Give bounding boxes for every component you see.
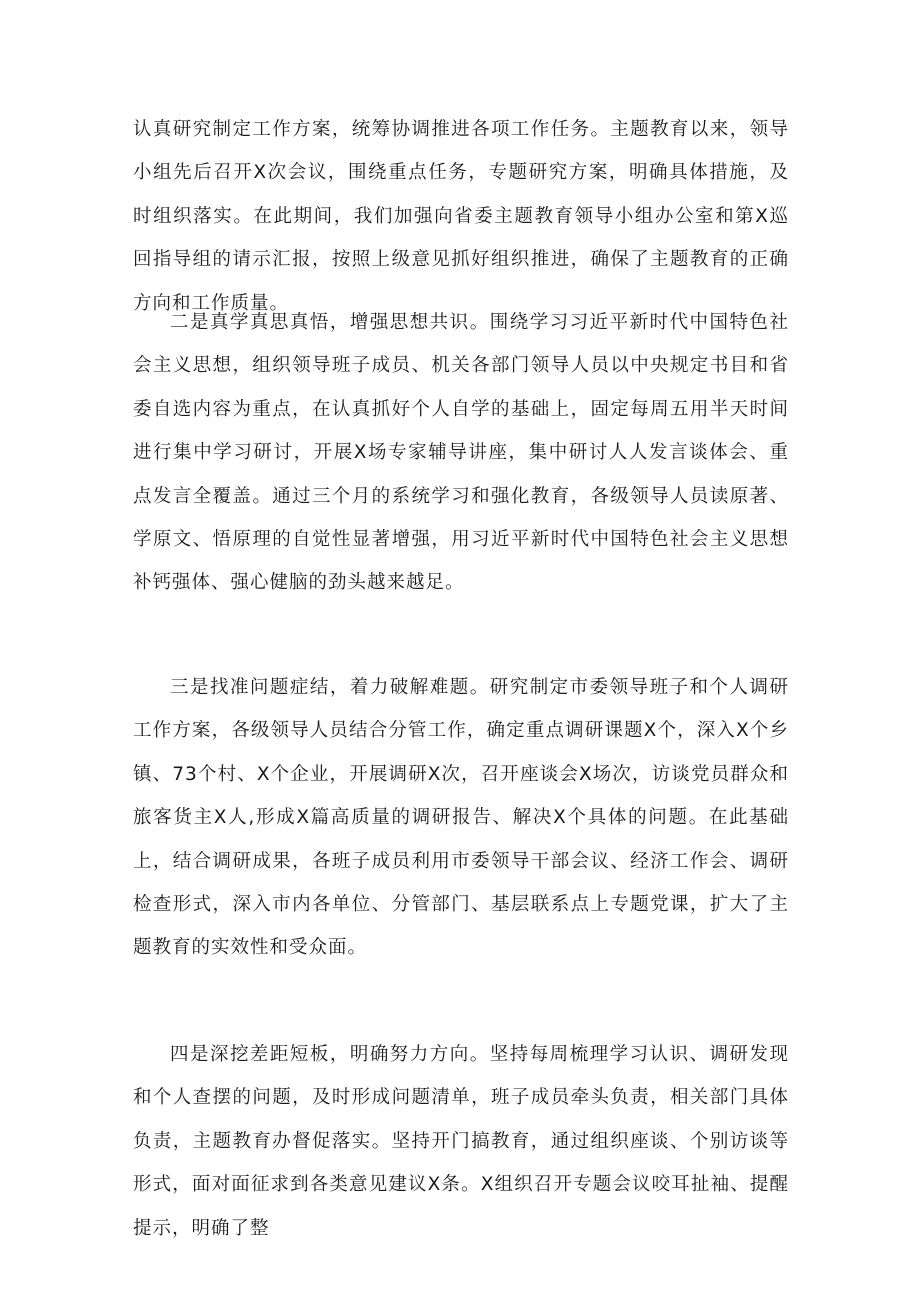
paragraph-gap-analysis: 四是深挖差距短板，明确努力方向。坚持每周梳理学习认识、调研发现和个人查摆的问题，及时形成问题清单，班子成员牵头负责，相关部门具体负责，主题教育办督促落实。坚持开门搞教育，通过组织座谈、个别访谈等形式，面对面征求到各类意见建议X条。X组织召开专题会议咬耳扯袖、提醒提示，明确了整	[133, 1044, 789, 1239]
paragraph-problem-solving: 三是找准问题症结，着力破解难题。研究制定市委领导班子和个人调研工作方案，各级领导人员结合分管工作，确定重点调研课题X个，深入X个乡镇、73个村、X个企业，开展调研X次，召开座谈会X场次，访谈党员群众和旅客货主X人,形成X篇高质量的调研报告、解决X个具体的问题。在此基础上，结合调研成果，各班子成员利用市委领导干部会议、经济工作会、调研检查形式，深入市内各单位、分管部门、基层联系点上专题党课，扩大了主题教育的实效性和受众面。	[133, 677, 789, 959]
paragraph-study-thinking: 二是真学真思真悟，增强思想共识。围绕学习习近平新时代中国特色社会主义思想，组织领导班子成员、机关各部门领导人员以中央规定书目和省委自选内容为重点，在认真抓好个人自学的基础上，固定每周五用半天时间进行集中学习研讨，开展X场专家辅导讲座，集中研讨人人发言谈体会、重点发言全覆盖。通过三个月的系统学习和强化教育，各级领导人员读原著、学原文、悟原理的自觉性显著增强，用习近平新时代中国特色社会主义思想补钙强体、强心健脑的劲头越来越足。	[133, 312, 789, 594]
paragraph-work-plan: 认真研究制定工作方案，统筹协调推进各项工作任务。主题教育以来，领导小组先后召开X次会议，围绕重点任务，专题研究方案，明确具体措施，及时组织落实。在此期间，我们加强向省委主题教育领导小组办公室和第X巡回指导组的请示汇报，按照上级意见抓好组织推进，确保了主题教育的正确方向和工作质量。	[133, 119, 789, 314]
